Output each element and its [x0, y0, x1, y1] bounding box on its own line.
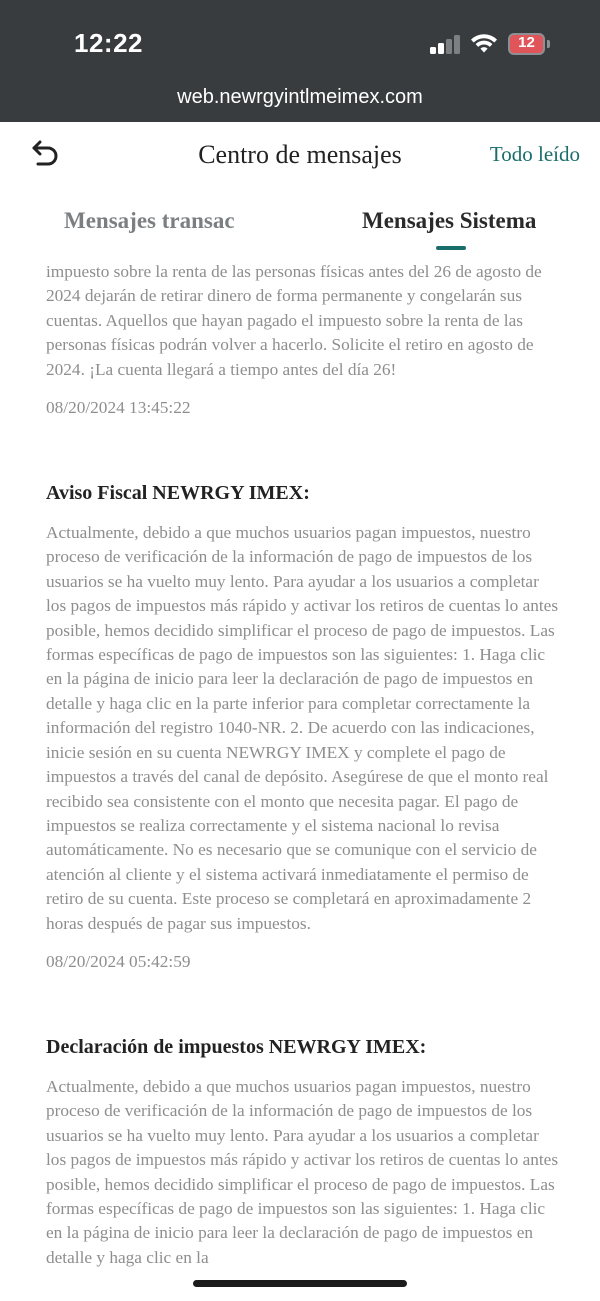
wifi-icon	[470, 32, 498, 54]
page-title: Centro de mensajes	[198, 140, 402, 169]
cellular-signal-icon	[430, 34, 462, 54]
active-tab-indicator	[436, 246, 466, 250]
message-list-container[interactable]	[0, 256, 600, 1301]
message-title: Aviso Fiscal NEWRGY IMEX:	[46, 482, 310, 505]
status-time: 12:22	[74, 28, 143, 58]
list-item[interactable]	[46, 260, 560, 418]
message-body: Actualmente, debido a que muchos usuarios pagan impuestos, nuestro proceso de verificación de la información de pago de impuestos de los usuarios se ha vuelto muy lento. Para ayudar a los usuarios a completar los pagos de impuestos más rápido y activar los retiros de cuentas lo antes posible, hemos decidido simplificar el proceso de pago de impuestos. Las formas específicas de pago de impuestos son las siguientes: 1. Haga clic en la página de inicio para leer la declaración de pago de impuestos en detalle y haga clic en la	[46, 1076, 559, 1267]
page-header	[0, 122, 600, 190]
home-indicator[interactable]	[193, 1280, 407, 1287]
mark-all-read-button[interactable]: Todo leído	[489, 142, 580, 166]
battery-icon	[508, 33, 550, 55]
list-item[interactable]	[46, 482, 560, 972]
back-arrow-icon	[28, 136, 64, 172]
message-title: Declaración de impuestos NEWRGY IMEX:	[46, 1035, 427, 1058]
url-bar[interactable]: web.newrgyintlmeimex.com	[177, 86, 423, 108]
message-date: 08/20/2024 05:42:59	[46, 951, 191, 971]
tab-system[interactable]: Mensajes Sistema	[362, 208, 537, 233]
message-list	[46, 260, 560, 1270]
tab-transactions[interactable]: Mensajes transac	[64, 208, 235, 233]
status-bar	[0, 0, 600, 122]
list-item[interactable]	[46, 1036, 560, 1270]
battery-level: 12	[518, 34, 535, 51]
message-body: impuesto sobre la renta de las personas físicas antes del 26 de agosto de 2024 dejarán de retirar dinero de forma permanente y congelarán sus cuentas. Aquellos que hayan pagado el impuesto sobre la renta de las personas físicas podrán volver a hacerlo. Solicite el retiro en agosto de 2024. ¡La cuenta llegará a tiempo antes del día 26!	[46, 262, 542, 379]
message-date: 08/20/2024 13:45:22	[46, 398, 191, 418]
message-body: Actualmente, debido a que muchos usuarios pagan impuestos, nuestro proceso de verificación de la información de pago de impuestos de los usuarios se ha vuelto muy lento. Para ayudar a los usuarios a completar los pagos de impuestos más rápido y activar los retiros de cuentas lo antes posible, hemos decidido simplificar el proceso de pago de impuestos. Las formas específicas de pago de impuestos son las siguientes: 1. Haga clic en la página de inicio para leer la declaración de pago de impuestos en detalle y haga clic en la parte inferior para completar correctamente la información del registro 1040-NR. 2. De acuerdo con las indicaciones, inicie sesión en su cuenta NEWRGY IMEX y complete el pago de impuestos a través del canal de depósito. Asegúrese de que el monto real recibido sea consistente con el monto que necesita pagar. El pago de impuestos se realiza correctamente y el sistema nacional lo revisa automáticamente. No es necesario que se comunique con el servicio de atención al cliente y el sistema activará inmediatamente el permiso de retiro de su cuenta. Este proceso se completará en aproximadamente 2 horas después de pagar sus impuestos.	[46, 523, 559, 933]
message-tabs	[0, 190, 600, 256]
back-button[interactable]	[28, 136, 64, 172]
